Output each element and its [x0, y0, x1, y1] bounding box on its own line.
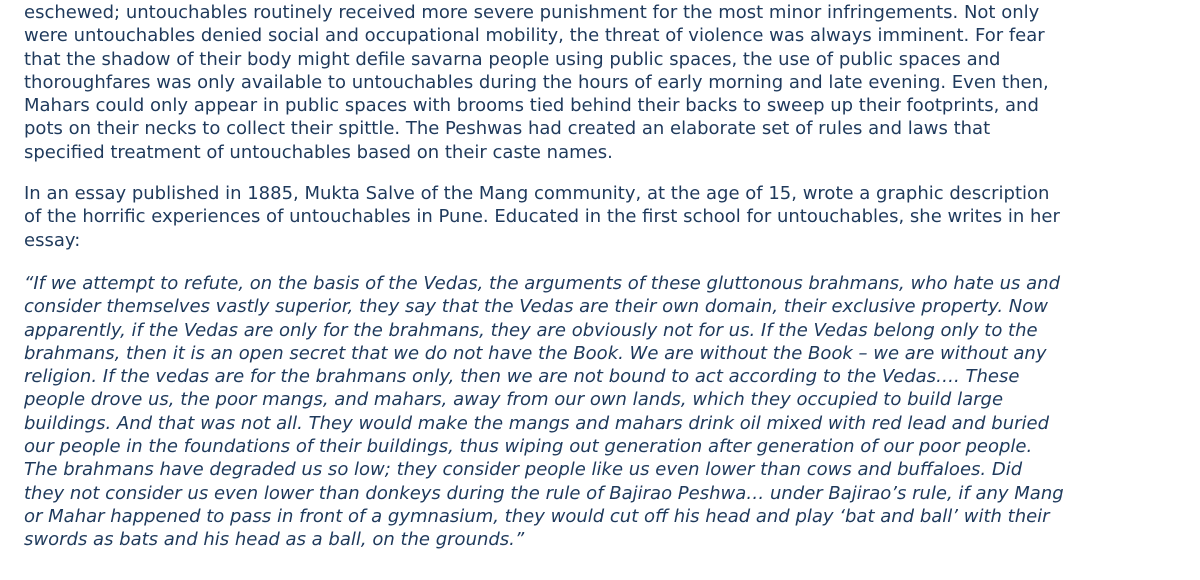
text-line: of the horrific experiences of untouchables in Pune. Educated in the first school for untouchables, she writes in her	[24, 206, 1060, 228]
text-line: were untouchables denied social and occupational mobility, the threat of violence was always imminent. For fear	[24, 25, 1045, 47]
quote-line: consider themselves vastly superior, they say that the Vedas are their own domain, their exclusive property. Now	[24, 296, 1049, 318]
quote-line: buildings. And that was not all. They would make the mangs and mahars drink oil mixed with red lead and buried	[24, 412, 1049, 434]
paragraph-caste-restrictions	[24, 1, 1144, 164]
quote-line: our people in the foundations of their buildings, thus wiping out generation after generation of our poor people.	[24, 436, 1033, 458]
document-body	[24, 0, 1144, 552]
text-line: thoroughfares was only available to untouchables during the hours of early morning and late evening. Even then,	[24, 71, 1049, 93]
quote-line: brahmans, then it is an open secret that we do not have the Book. We are without the Book – we are without any	[24, 342, 1047, 364]
quote-line: they not consider us even lower than donkeys during the rule of Bajirao Peshwa… under Bajirao’s rule, if any Mang	[24, 482, 1064, 504]
text-line: pots on their necks to collect their spittle. The Peshwas had created an elaborate set of rules and laws that	[24, 118, 991, 140]
essay-quote	[24, 272, 1144, 552]
quote-line: “If we attempt to refute, on the basis of the Vedas, the arguments of these gluttonous brahmans, who hate us and	[24, 272, 1061, 294]
text-line: In an essay published in 1885, Mukta Salve of the Mang community, at the age of 15, wrote a graphic description	[24, 183, 1050, 205]
text-line: that the shadow of their body might defile savarna people using public spaces, the use of public spaces and	[24, 48, 1001, 70]
text-line: Mahars could only appear in public spaces with brooms tied behind their backs to sweep up their footprints, and	[24, 95, 1039, 117]
quote-line: swords as bats and his head as a ball, on the grounds.”	[24, 529, 525, 551]
paragraph-essay-intro	[24, 182, 1144, 252]
quote-line: or Mahar happened to pass in front of a gymnasium, they would cut off his head and play ‘bat and ball’ with their	[24, 505, 1050, 527]
quote-line: religion. If the vedas are for the brahmans only, then we are not bound to act according to the Vedas…. These	[24, 366, 1020, 388]
quote-line: people drove us, the poor mangs, and mahars, away from our own lands, which they occupied to build large	[24, 389, 1004, 411]
quote-line: The brahmans have degraded us so low; they consider people like us even lower than cows and buffaloes. Did	[24, 459, 1023, 481]
quote-line: apparently, if the Vedas are only for the brahmans, they are obviously not for us. If the Vedas belong only to the	[24, 319, 1038, 341]
text-line: eschewed; untouchables routinely received more severe punishment for the most minor infringements. Not only	[24, 2, 1040, 23]
text-line: specified treatment of untouchables based on their caste names.	[24, 141, 613, 163]
text-line: essay:	[24, 229, 81, 251]
